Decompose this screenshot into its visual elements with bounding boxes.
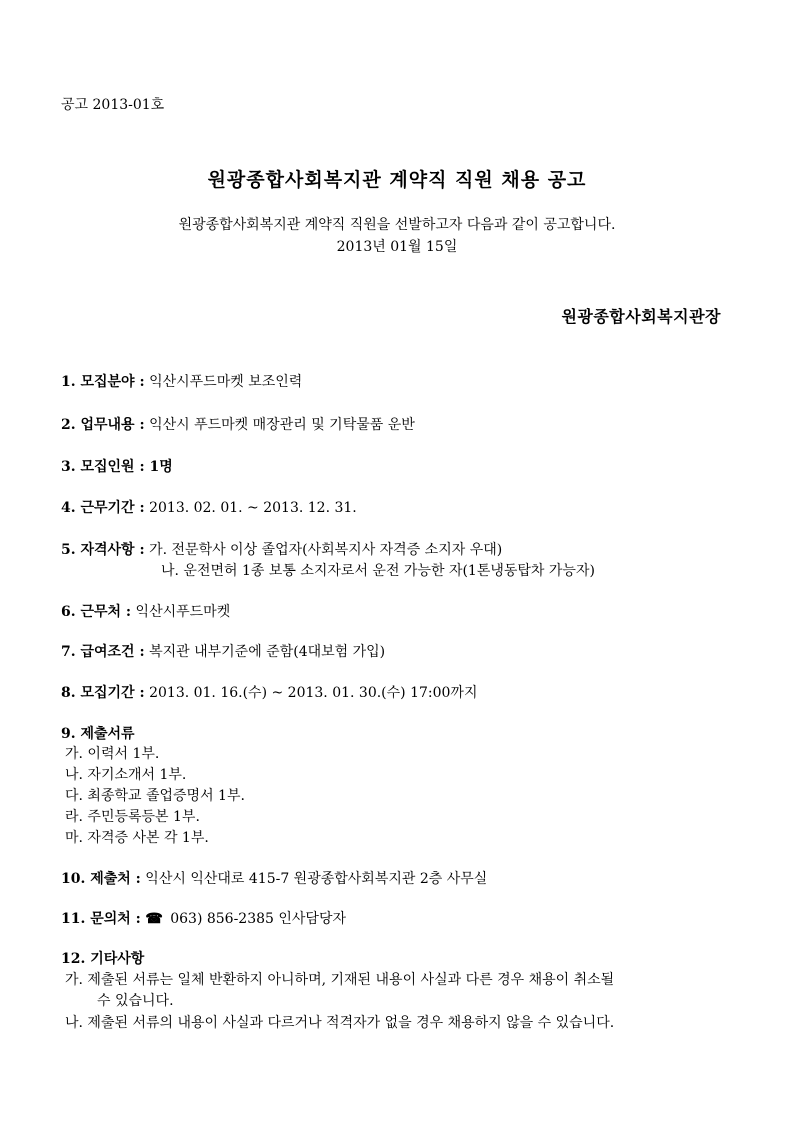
section-contact [61,908,346,930]
section-label: 5. 자격사항 : [61,542,145,558]
section-value: 익산시푸드마켓 보조인력 [144,374,303,390]
section-value: 익산시 푸드마켓 매장관리 및 기탁물품 운반 [144,417,415,433]
section-headcount [61,456,173,478]
section-label: 4. 근무기간 : [61,500,145,516]
document-item: 라. 주민등록등본 1부. [65,809,200,825]
section-documents [61,723,135,745]
intro-block [0,214,794,258]
section-value: 복지관 내부기준에 준함(4대보험 가입) [144,644,386,660]
notice-number: 공고 2013-01호 [61,97,165,113]
section-label: 8. 모집기간 : [61,685,145,701]
section-job-description [61,414,415,436]
note-item: 가. 제출된 서류는 일체 반환하지 아니하며, 기재된 내용이 사실과 다른 경우 채용이 취소될 [65,972,615,988]
section-application-period [61,682,477,704]
document-item: 가. 이력서 1부. [65,746,160,762]
intro-text: 원광종합사회복지관 계약직 직원을 선발하고자 다음과 같이 공고합니다. [178,217,616,233]
document-title: 원광종합사회복지관 계약직 직원 채용 공고 [207,169,587,191]
section-label: 1. 모집분야 : [61,374,145,390]
section-label: 11. 문의처 : [61,911,141,927]
section-label: 10. 제출처 : [61,871,141,887]
section-label: 2. 업무내용 : [61,417,145,433]
document-item: 마. 자격증 사본 각 1부. [65,830,209,846]
section-submission-place [61,868,487,890]
section-value: 익산시푸드마켓 [131,604,231,620]
section-label: 9. 제출서류 [61,726,135,742]
section-other-notes [61,948,144,970]
document-item: 나. 자기소개서 1부. [65,767,187,783]
qualification-item: 나. 운전면허 1종 보통 소지자로서 운전 가능한 자(1톤냉동탑차 가능자) [161,563,595,579]
note-item: 나. 제출된 서류의 내용이 사실과 다르거나 적격자가 없을 경우 채용하지 않을 수 있습니다. [65,1015,615,1031]
section-label: 6. 근무처 : [61,604,132,620]
section-salary [61,641,385,663]
section-work-period [61,497,357,519]
section-value: 2013. 02. 01. ~ 2013. 12. 31. [144,500,357,516]
document-item: 다. 최종학교 졸업증명서 1부. [65,788,245,804]
section-recruit-field [61,371,302,393]
note-item-continuation: 수 있습니다. [97,993,174,1009]
announcement-date: 2013년 01월 15일 [336,239,458,255]
qualification-item: 가. 전문학사 이상 졸업자(사회복지사 자격증 소지자 우대) [144,542,503,558]
contact-phone: 063) 856-2385 인사담당자 [165,911,347,927]
section-workplace [61,601,230,623]
section-value: 익산시 익산대로 415-7 원광종합사회복지관 2층 사무실 [140,871,488,887]
signer-name: 원광종합사회복지관장 [561,307,721,326]
section-label: 7. 급여조건 : [61,644,145,660]
phone-icon: ☎ [145,911,163,927]
section-value: 2013. 01. 16.(수) ~ 2013. 01. 30.(수) 17:00까지 [144,685,478,701]
section-label: 3. 모집인원 : 1명 [61,459,173,475]
section-label: 12. 기타사항 [61,951,145,967]
section-qualifications [61,539,502,561]
